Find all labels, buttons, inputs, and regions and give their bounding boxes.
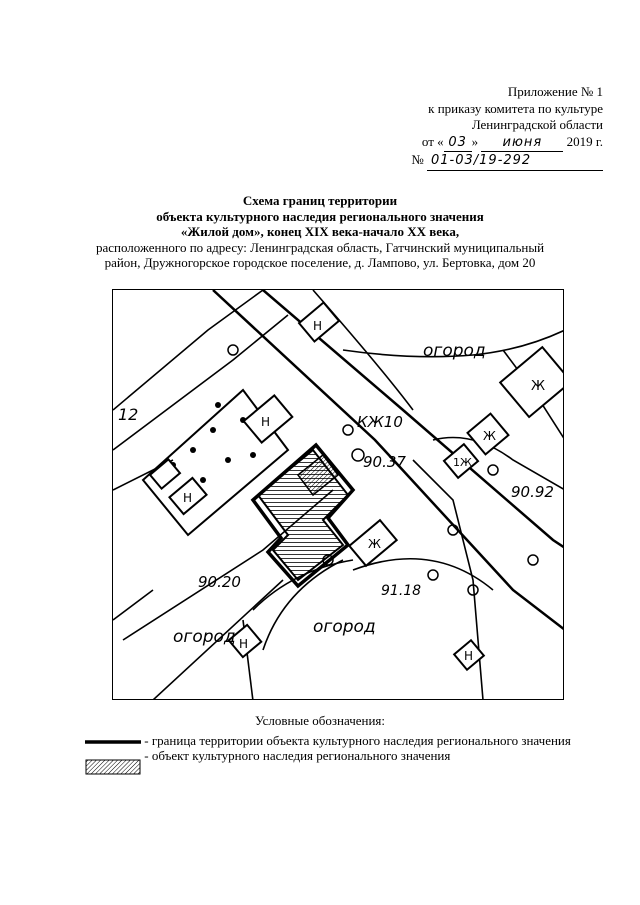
title-line-1: Схема границ территории [242,193,398,208]
date-mid: » [471,133,479,149]
label-bld-n5: Н [464,649,474,663]
title-line-3: «Жилой дом», конец XIX века-начало XX века, [180,224,460,239]
appendix-date-line [343,134,603,153]
label-bld-n1: Н [313,319,323,333]
order-number: 01-03/19-292 [427,153,603,171]
appendix-line-1: Приложение № 1 [507,84,603,99]
address-line-1: расположенного по адресу: Ленинградская область, Гатчинский муниципальный [95,239,545,255]
legend-item-heritage [85,750,450,776]
appendix-line-2: к приказу комитета по культуре [428,100,603,116]
boundary-line-symbol [85,737,141,747]
label-elevation-9092: 90.92 [511,483,554,501]
appendix-line-3: Ленинградской области [471,117,603,132]
heritage-hatch-symbol [85,750,141,776]
map-drawing [113,290,564,700]
label-bld-zh2: Ж [483,429,496,443]
territory-map [112,289,564,700]
date-prefix: от « [421,133,444,149]
label-garden-center: огород [313,617,376,637]
label-garden-top: огород [423,341,486,361]
label-bld-n4: Н [239,637,249,651]
label-kzh10: КЖ10 [357,413,403,431]
label-number-12: 12 [118,405,139,424]
date-month: июня [481,135,563,153]
label-bld-zh1: Ж [531,379,546,394]
label-elevation-9020: 90.20 [198,573,241,591]
label-bld-1zh: 1Ж [453,456,472,469]
label-elevation-9118: 91.18 [381,583,422,599]
document-title [60,193,580,271]
legend-item-boundary [85,733,571,749]
label-bld-n3: Н [183,491,193,505]
number-prefix: № [411,152,424,167]
label-bld-n2: Н [261,415,271,429]
legend-item-heritage-label: - объект культурного наследия регионального значения [144,748,451,763]
title-line-2: объекта культурного наследия регионального значения [156,208,484,224]
buildings [150,303,564,670]
label-elevation-9037: 90.37 [363,453,406,471]
date-day: 03 [444,135,472,153]
appendix-number-line [343,152,603,171]
label-garden-left: огород [173,627,236,647]
legend-item-boundary-label: - граница территории объекта культурного наследия регионального значения [144,733,571,748]
date-year: 2019 г. [566,133,603,149]
address-line-2: район, Дружногорское городское поселение, д. Лампово, ул. Бертовка, дом 20 [104,255,536,270]
label-bld-zh3: Ж [368,537,381,551]
legend-heading: Условные обозначения: [254,713,386,728]
appendix-header [343,84,603,171]
